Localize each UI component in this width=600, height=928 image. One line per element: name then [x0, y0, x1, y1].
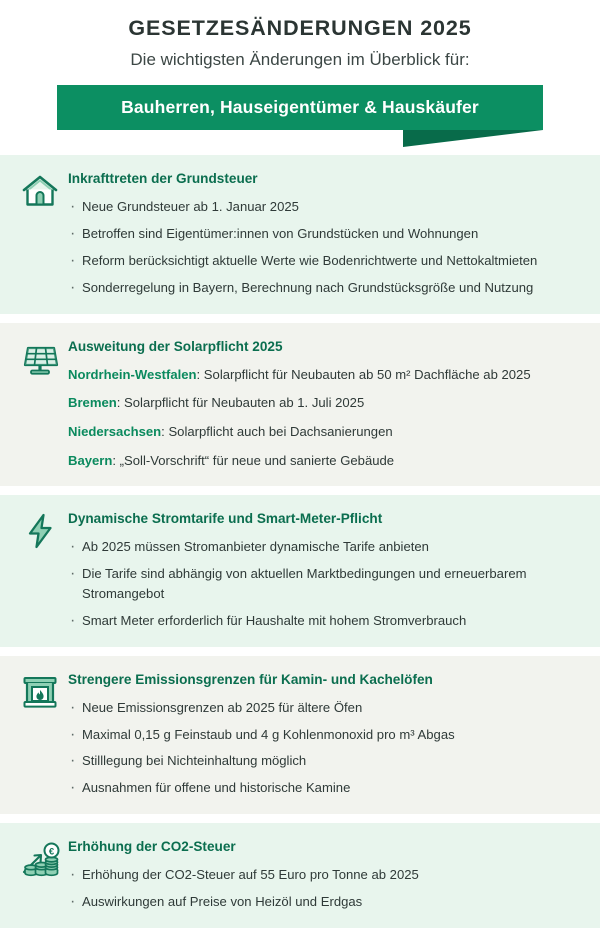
- audience-banner-label: Bauherren, Hauseigentümer & Hauskäufer: [121, 97, 479, 118]
- section-title: Ausweitung der Solarpflicht 2025: [68, 338, 283, 354]
- list-item: · Stilllegung bei Nichteinhaltung möglich: [68, 751, 580, 771]
- section-icon-wrapper: [12, 837, 68, 879]
- section-4: [0, 656, 600, 815]
- audience-banner-box: [57, 85, 543, 130]
- section-2: [0, 323, 600, 487]
- coin-stack-euro-icon: [20, 839, 60, 879]
- section-body: [68, 670, 588, 799]
- lightning-bolt-icon: [20, 511, 60, 551]
- section-icon-wrapper: [12, 169, 68, 211]
- banner-tail-shape: [403, 130, 543, 147]
- state-name: Bremen: [68, 395, 117, 411]
- list-item: · Betroffen sind Eigentümer:innen von Grundstücken und Wohnungen: [68, 224, 580, 244]
- house-icon: [20, 171, 60, 211]
- section-icon-wrapper: [12, 509, 68, 551]
- header: [0, 0, 600, 70]
- fireplace-icon: [20, 672, 60, 712]
- list-item: · Neue Grundsteuer ab 1. Januar 2025: [68, 197, 580, 217]
- list-item: · Auswirkungen auf Preise von Heizöl und Erdgas: [68, 892, 580, 912]
- bullet-list: [68, 197, 580, 298]
- list-item: [68, 422, 580, 442]
- list-item: · Ausnahmen für offene und historische Kamine: [68, 778, 580, 798]
- section-body: [68, 837, 588, 912]
- state-rule-text: : Solarpflicht für Neubauten ab 1. Juli 2025: [116, 395, 365, 411]
- state-rule-text: : Solarpflicht auch bei Dachsanierungen: [161, 423, 393, 439]
- section-title: Dynamische Stromtarife und Smart-Meter-Pflicht: [68, 511, 383, 527]
- list-item: · Ab 2025 müssen Stromanbieter dynamische Tarife anbieten: [68, 537, 580, 557]
- state-rule-text: : Solarpflicht für Neubauten ab 50 m² Dachfläche ab 2025: [196, 366, 531, 382]
- list-item: [68, 393, 580, 413]
- section-5: [0, 823, 600, 928]
- list-item: · Die Tarife sind abhängig von aktuellen Marktbedingungen und erneuerbarem Stromangebot: [68, 564, 580, 604]
- section-icon-wrapper: [12, 670, 68, 712]
- sections-list: [0, 155, 600, 928]
- list-item: · Smart Meter erforderlich für Haushalte mit hohem Stromverbrauch: [68, 611, 580, 631]
- state-rule-text: : „Soll-Vorschrift“ für neue und sanierte Gebäude: [112, 452, 395, 468]
- section-body: [68, 337, 588, 471]
- state-name: Nordrhein-Westfalen: [68, 366, 197, 382]
- section-1: [0, 155, 600, 314]
- bullet-list: [68, 537, 580, 631]
- section-title: Erhöhung der CO2-Steuer: [68, 839, 236, 855]
- page-title: GESETZESÄNDERUNGEN 2025: [128, 16, 472, 40]
- section-body: [68, 169, 588, 298]
- section-icon-wrapper: [12, 337, 68, 379]
- list-item: [68, 451, 580, 471]
- bullet-list: [68, 865, 580, 912]
- solar-panel-icon: [20, 339, 60, 379]
- svg-text:€: €: [48, 846, 55, 858]
- page-subtitle: Die wichtigsten Änderungen im Überblick für:: [130, 49, 470, 69]
- list-item: · Erhöhung der CO2-Steuer auf 55 Euro pro Tonne ab 2025: [68, 865, 580, 885]
- section-body: [68, 509, 588, 631]
- list-item: [68, 365, 580, 385]
- list-item: · Neue Emissionsgrenzen ab 2025 für ältere Öfen: [68, 698, 580, 718]
- state-name: Bayern: [68, 452, 113, 468]
- bullet-list: [68, 698, 580, 799]
- list-item: · Maximal 0,15 g Feinstaub und 4 g Kohlenmonoxid pro m³ Abgas: [68, 725, 580, 745]
- state-rule-list: [68, 365, 580, 471]
- section-3: [0, 495, 600, 647]
- state-name: Niedersachsen: [68, 423, 162, 439]
- list-item: · Sonderregelung in Bayern, Berechnung nach Grundstücksgröße und Nutzung: [68, 278, 580, 298]
- section-title: Strengere Emissionsgrenzen für Kamin- und Kachelöfen: [68, 671, 433, 687]
- audience-banner: [0, 85, 600, 147]
- section-title: Inkrafttreten der Grundsteuer: [68, 171, 258, 187]
- list-item: · Reform berücksichtigt aktuelle Werte wie Bodenrichtwerte und Nettokaltmieten: [68, 251, 580, 271]
